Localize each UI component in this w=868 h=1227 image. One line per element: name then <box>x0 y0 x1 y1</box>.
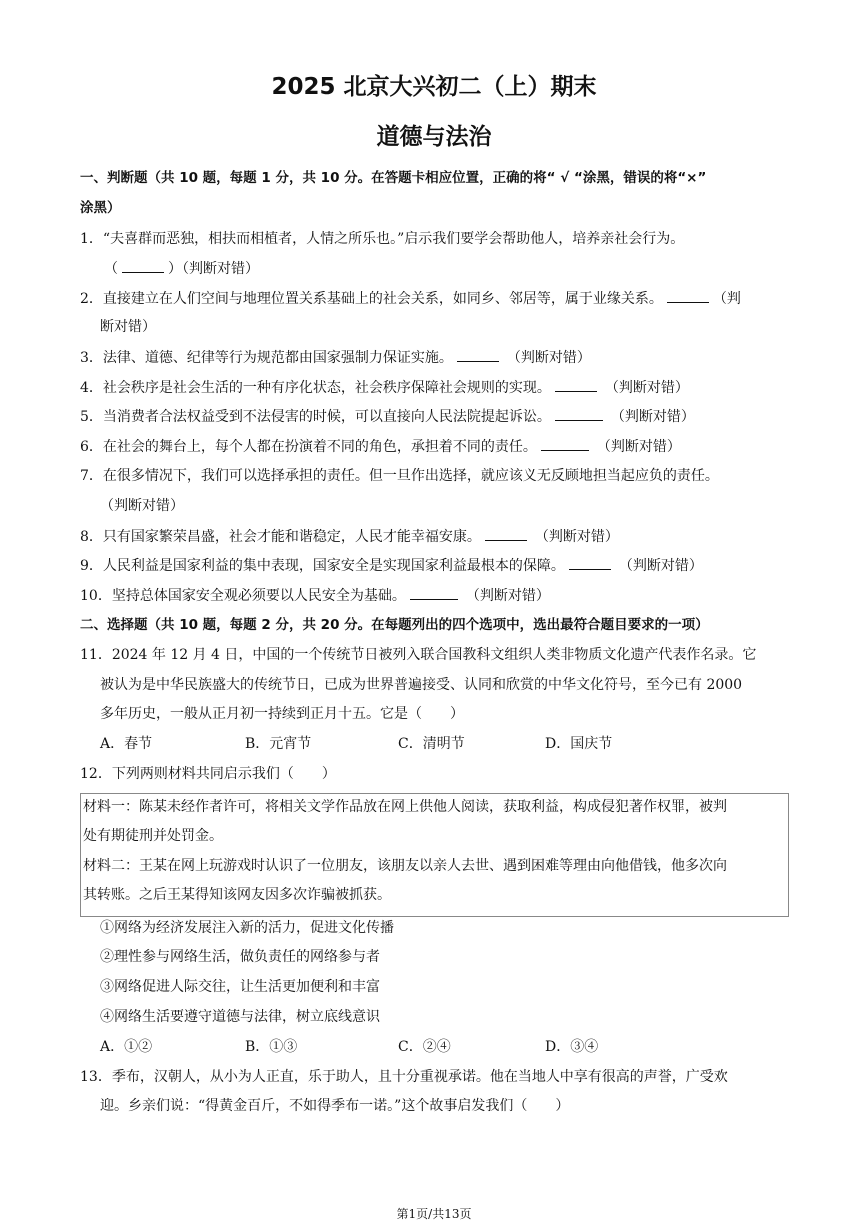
answer-blank[interactable] <box>667 288 709 303</box>
question-text: 8．只有国家繁荣昌盛，社会才能和谐稳定，人民才能幸福安康。 <box>80 529 481 545</box>
statement-3: ③网络促进人际交往，让生活更加便利和丰富 <box>100 979 380 995</box>
statement-2: ②理性参与网络生活，做负责任的网络参与者 <box>100 949 380 965</box>
question-10 <box>80 585 550 606</box>
question-13: 13．季布，汉朝人，从小为人正直，乐于助人，且十分重视承诺。他在当地人中享有很高的声誉，广受欢 <box>80 1069 728 1085</box>
question-4 <box>80 377 689 398</box>
page-number: 第1页/共13页 <box>396 1207 472 1221</box>
question-11-cont: 被认为是中华民族盛大的传统节日，已成为世界普遍接受、认同和欣赏的中华文化符号，至今已有 2000 <box>100 677 743 693</box>
question-text: 9．人民利益是国家利益的集中表现，国家安全是实现国家利益最根本的保障。 <box>80 558 565 574</box>
question-11: 11．2024 年 12 月 4 日，中国的一个传统节日被列入联合国教科文组织人类非物质文化遗产代表作名录。它 <box>80 647 757 663</box>
question-11-cont: 多年历史，一般从正月初一持续到正月十五。它是（ ） <box>100 706 464 722</box>
question-text: 2．直接建立在人们空间与地理位置关系基础上的社会关系，如同乡、邻居等，属于业缘关系。 <box>80 291 663 307</box>
question-6 <box>80 436 681 457</box>
option-c[interactable]: C．②④ <box>398 1039 451 1055</box>
answer-blank[interactable] <box>541 436 589 451</box>
judge-hint: （判断对错） <box>506 350 591 366</box>
material-1-cont: 处有期徒刑并处罚金。 <box>83 828 223 844</box>
answer-blank[interactable] <box>457 347 499 362</box>
question-5 <box>80 406 695 427</box>
option-b[interactable]: B．①③ <box>245 1039 298 1055</box>
material-2-cont: 其转账。之后王某得知该网友因多次诈骗被抓获。 <box>83 887 391 903</box>
section1-heading-cont: 涂黑） <box>80 200 121 216</box>
question-7-cont: （判断对错） <box>100 498 184 514</box>
answer-open-paren: （ <box>104 261 118 277</box>
question-2-cont: 断对错） <box>100 319 156 335</box>
question-text: 5．当消费者合法权益受到不法侵害的时候，可以直接向人民法院提起诉讼。 <box>80 409 551 425</box>
judge-hint: ）（判断对错） <box>168 261 259 277</box>
page-title: 2025 北京大兴初二（上）期末 <box>271 74 597 100</box>
option-c[interactable]: C．清明节 <box>398 736 465 752</box>
judge-hint: （判断对错） <box>604 380 689 396</box>
question-8 <box>80 526 619 547</box>
question-7: 7．在很多情况下，我们可以选择承担的责任。但一旦作出选择，就应该义无反顾地担当起应负的责任。 <box>80 468 719 484</box>
judge-hint: （判断对错） <box>596 439 681 455</box>
answer-blank[interactable] <box>569 555 611 570</box>
question-text: 4．社会秩序是社会生活的一种有序化状态，社会秩序保障社会规则的实现。 <box>80 380 551 396</box>
answer-blank[interactable] <box>555 377 597 392</box>
question-12: 12．下列两则材料共同启示我们（ ） <box>80 766 336 782</box>
option-b[interactable]: B．元宵节 <box>245 736 312 752</box>
answer-blank[interactable] <box>485 526 527 541</box>
section1-heading: 一、判断题（共 10 题，每题 1 分，共 10 分。在答题卡相应位置，正确的将“ √ “涂黑，错误的将“×” <box>80 170 707 186</box>
question-9 <box>80 555 703 576</box>
judge-hint: （判断对错） <box>610 409 695 425</box>
option-a[interactable]: A．①② <box>100 1039 153 1055</box>
question-13-cont: 迎。乡亲们说：“得黄金百斤，不如得季布一诺。”这个故事启发我们（ ） <box>100 1098 570 1114</box>
page-subtitle: 道德与法治 <box>376 124 492 150</box>
question-text: 6．在社会的舞台上，每个人都在扮演着不同的角色，承担着不同的责任。 <box>80 439 537 455</box>
question-2 <box>80 288 741 309</box>
material-1: 材料一：陈某未经作者许可，将相关文学作品放在网上供他人阅读，获取利益，构成侵犯著作权罪，被判 <box>83 799 727 815</box>
question-text: 10．坚持总体国家安全观必须要以人民安全为基础。 <box>80 588 406 604</box>
option-d[interactable]: D．③④ <box>545 1039 599 1055</box>
question-3 <box>80 347 591 368</box>
question-1-answer <box>104 258 259 279</box>
answer-blank[interactable] <box>555 406 603 421</box>
judge-hint: （判断对错） <box>465 588 550 604</box>
option-a[interactable]: A．春节 <box>100 736 153 752</box>
statement-1: ①网络为经济发展注入新的活力，促进文化传播 <box>100 920 394 936</box>
judge-hint: （判断对错） <box>534 529 619 545</box>
question-text: 3．法律、道德、纪律等行为规范都由国家强制力保证实施。 <box>80 350 453 366</box>
option-d[interactable]: D．国庆节 <box>545 736 613 752</box>
statement-4: ④网络生活要遵守道德与法律，树立底线意识 <box>100 1009 380 1025</box>
judge-hint: （判断对错） <box>618 558 703 574</box>
section2-heading: 二、选择题（共 10 题，每题 2 分，共 20 分。在每题列出的四个选项中，选出最符合题目要求的一项） <box>80 617 709 633</box>
answer-blank[interactable] <box>410 585 458 600</box>
answer-blank[interactable] <box>122 258 164 273</box>
question-1: 1．“夫喜群而恶独，相扶而相植者，人情之所乐也。”启示我们要学会帮助他人，培养亲社会行为。 <box>80 231 685 247</box>
material-2: 材料二：王某在网上玩游戏时认识了一位朋友，该朋友以亲人去世、遇到困难等理由向他借钱，他多次向 <box>83 858 727 874</box>
judge-hint: （判 <box>712 291 741 307</box>
material-box <box>80 793 789 917</box>
